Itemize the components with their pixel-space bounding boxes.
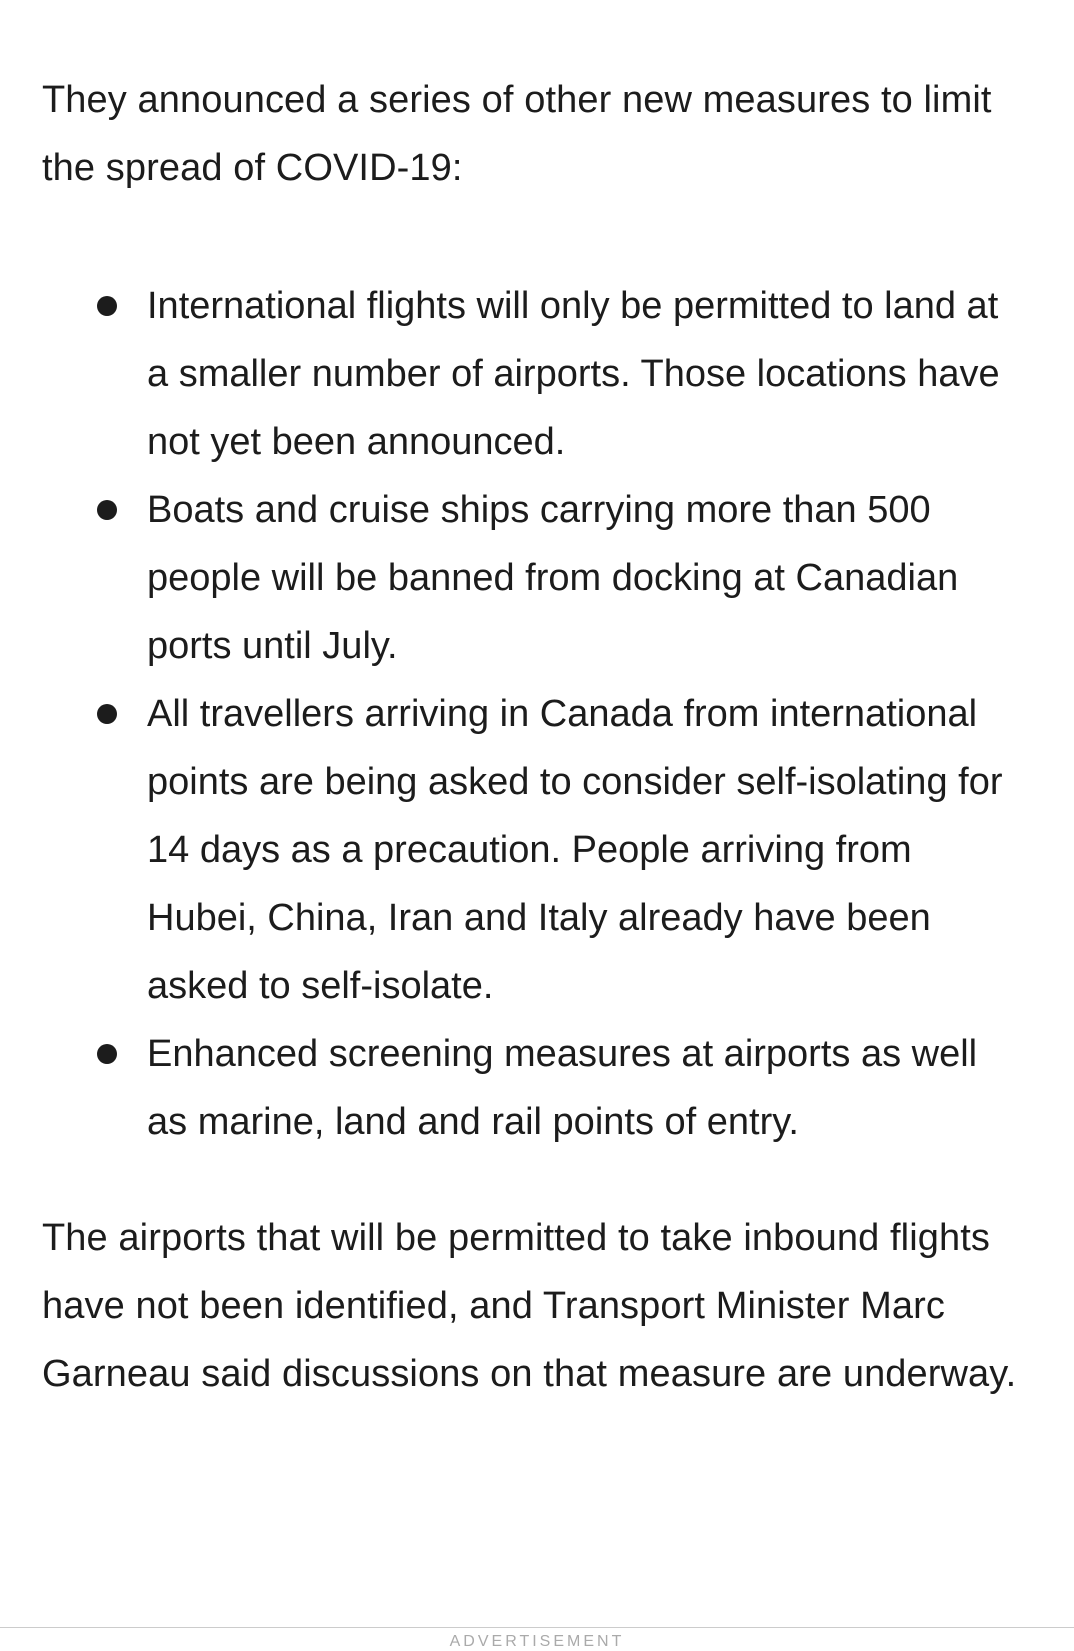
- bullet-icon: [97, 1044, 117, 1064]
- list-item: [42, 272, 1042, 476]
- list-item-text: International flights will only be permitted to land at a smaller number of airports. Those locations have not yet been announced.: [147, 285, 1000, 463]
- closing-paragraph: The airports that will be permitted to take inbound flights have not been identified, and Transport Minister Marc Garneau said discussions on that measure are underway.: [42, 1217, 1017, 1395]
- list-item-text: Enhanced screening measures at airports as well as marine, land and rail points of entry.: [147, 1033, 978, 1143]
- intro-paragraph: They announced a series of other new measures to limit the spread of COVID-19:: [42, 79, 992, 189]
- list-item: [42, 680, 1042, 1020]
- list-item-text: Boats and cruise ships carrying more than 500 people will be banned from docking at Canadian ports until July.: [147, 489, 959, 667]
- advertisement-label: ADVERTISEMENT: [449, 1633, 625, 1650]
- bullet-icon: [97, 296, 117, 316]
- bullet-icon: [97, 704, 117, 724]
- list-item: [42, 1020, 1042, 1156]
- article-body: [42, 66, 1042, 1408]
- list-item: [42, 476, 1042, 680]
- advertisement-slot: [0, 1627, 1074, 1650]
- list-item-text: All travellers arriving in Canada from international points are being asked to consider self-isolating for 14 days as a precaution. People arriving from Hubei, China, Iran and Italy already have been asked to self-isolate.: [147, 693, 1003, 1007]
- measures-list: [42, 272, 1042, 1156]
- bullet-icon: [97, 500, 117, 520]
